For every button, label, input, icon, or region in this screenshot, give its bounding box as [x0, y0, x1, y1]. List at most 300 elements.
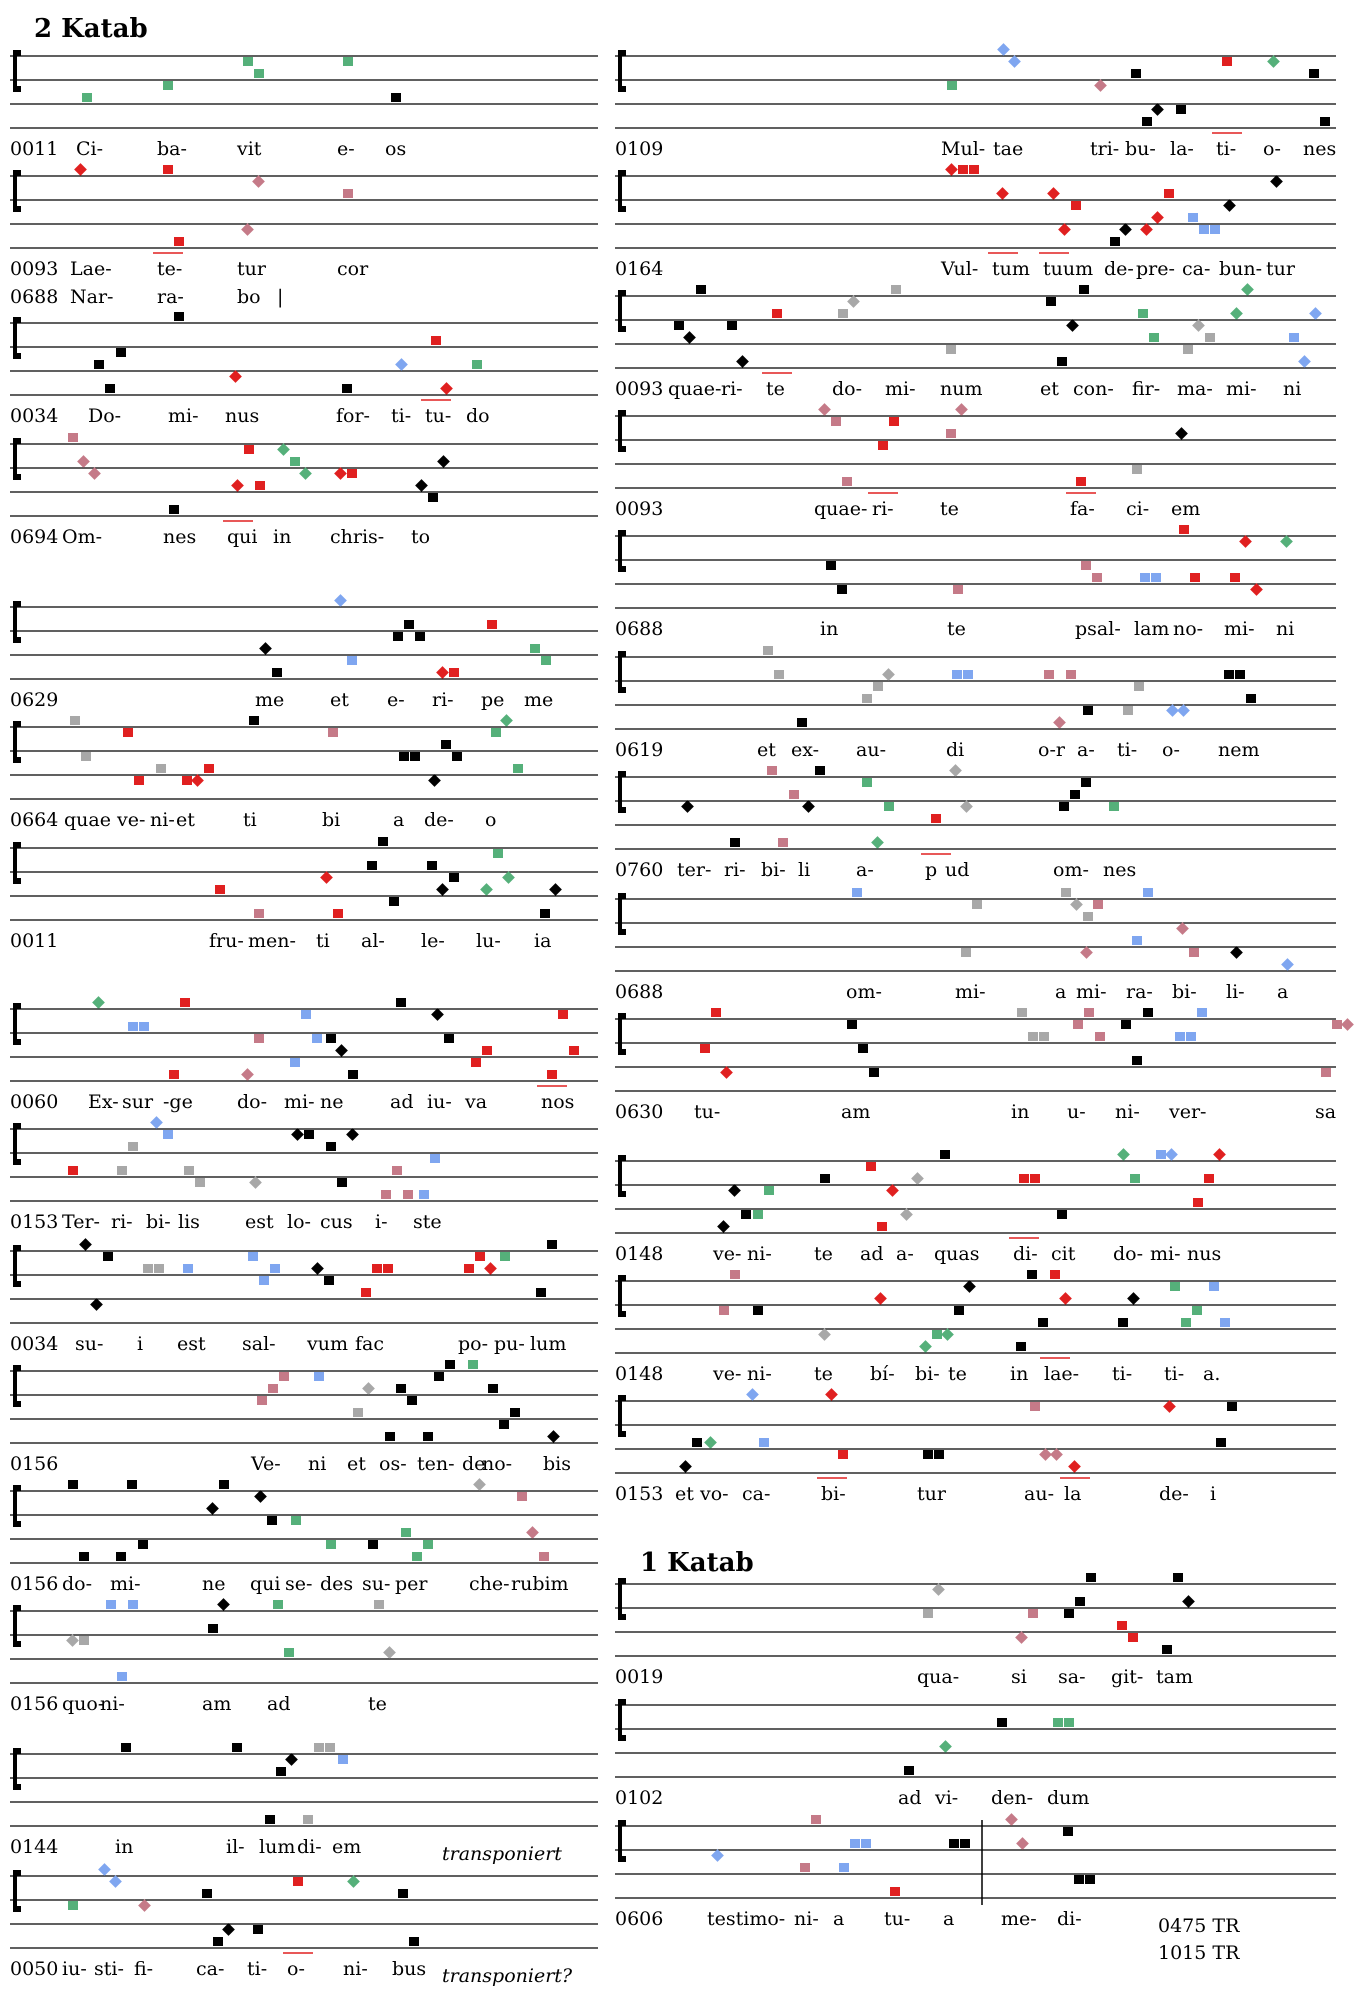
neume-rhombus: [299, 467, 312, 480]
neume-punctum: [163, 165, 173, 174]
syllable: om-: [846, 981, 882, 1003]
neume-rhombus: [825, 1388, 838, 1401]
neume-punctum: [1220, 1318, 1230, 1327]
syllable: Ve-: [251, 1453, 281, 1475]
syllable: mi-: [168, 405, 199, 427]
syllable: de-: [424, 809, 454, 831]
syllable: em: [332, 1836, 362, 1858]
chant-number: 0011: [10, 930, 59, 952]
neume-punctum: [128, 1142, 138, 1151]
neume-punctum: [904, 1766, 914, 1775]
syllable: lis: [178, 1211, 200, 1233]
neume-punctum: [163, 81, 173, 90]
syllable: te: [947, 618, 966, 640]
syllable: do-: [62, 1573, 93, 1595]
neume-punctum: [1083, 706, 1093, 715]
neume-punctum: [1053, 1718, 1063, 1727]
neume-punctum: [412, 1552, 422, 1561]
syllable: tae: [993, 138, 1024, 160]
neume-punctum: [1019, 1174, 1029, 1183]
neume-rhombus: [1151, 211, 1164, 224]
syllable: ni-: [343, 1958, 368, 1980]
neume-punctum: [1057, 357, 1067, 366]
neume-rhombus: [818, 403, 831, 416]
syllable: bi-: [146, 1211, 171, 1233]
neume-punctum: [423, 1540, 433, 1549]
neume-punctum: [1190, 573, 1200, 582]
neume-rhombus: [231, 479, 244, 492]
neume-punctum: [121, 1743, 131, 1752]
syllable: ti: [316, 930, 330, 952]
neume-punctum: [952, 670, 962, 679]
neume-punctum: [182, 776, 192, 785]
neume-punctum: [1227, 1402, 1237, 1411]
neume-punctum: [1149, 333, 1159, 342]
neume-punctum: [958, 165, 968, 174]
syllable: sa: [1315, 1101, 1337, 1123]
syllable: con-: [1073, 378, 1114, 400]
neume-punctum: [932, 1330, 942, 1339]
syllable: lam: [1134, 618, 1170, 640]
neume-rhombus: [711, 1849, 724, 1862]
syllable: bi: [322, 809, 341, 831]
neume-rhombus: [900, 1208, 913, 1221]
syllable: testimo-: [707, 1908, 786, 1930]
syllable: et: [1040, 378, 1059, 400]
neume-rhombus: [1182, 1595, 1195, 1608]
neume-punctum: [396, 998, 406, 1007]
syllable: me: [524, 689, 554, 711]
neume-rhombus: [335, 1044, 348, 1057]
neume-punctum: [1156, 1150, 1166, 1159]
neume-punctum: [1110, 237, 1120, 246]
syllable: di-: [1013, 1243, 1038, 1265]
syllable: ad: [860, 1243, 884, 1265]
syllable: ni-: [747, 1243, 772, 1265]
neume-punctum: [1121, 1020, 1131, 1029]
neume-punctum: [1181, 1318, 1191, 1327]
syllable: in: [820, 618, 839, 640]
neume-punctum: [195, 1178, 205, 1187]
neume-punctum: [1224, 670, 1234, 679]
neume-punctum: [374, 1600, 384, 1609]
syllable: su-: [362, 1573, 391, 1595]
neume-punctum: [276, 1767, 286, 1776]
neume-punctum: [301, 1010, 311, 1019]
syllable: bis: [543, 1453, 571, 1475]
neume-punctum: [265, 1815, 275, 1824]
syllable: ten-: [417, 1453, 455, 1475]
chant-number: 0034: [10, 1333, 59, 1355]
syllable: os-: [379, 1453, 407, 1475]
neume-rhombus: [1341, 1018, 1354, 1031]
chant-number: 0148: [615, 1243, 664, 1265]
neume-punctum: [1044, 670, 1054, 679]
neume-punctum: [753, 1210, 763, 1219]
neume-rhombus: [683, 331, 696, 344]
syllable: e-: [387, 689, 405, 711]
syllable: et: [330, 689, 349, 711]
neume-punctum: [778, 838, 788, 847]
syllable: no-: [482, 1453, 513, 1475]
neume-rhombus: [252, 175, 265, 188]
neume-punctum: [997, 1718, 1007, 1727]
syllable: de-: [1159, 1483, 1189, 1505]
syllable: mi-: [110, 1573, 141, 1595]
neume-punctum: [169, 505, 179, 514]
neume-punctum: [891, 285, 901, 294]
neume-rhombus: [1241, 283, 1254, 296]
neume-rhombus: [1230, 946, 1243, 959]
chant-number: 0688: [615, 618, 664, 640]
syllable: Do-: [88, 405, 122, 427]
neume-rhombus: [1230, 307, 1243, 320]
neume-punctum: [423, 1432, 433, 1441]
syllable: va: [465, 1091, 488, 1113]
syllable: te: [766, 378, 785, 400]
neume-punctum: [1028, 1609, 1038, 1618]
neume-punctum: [134, 776, 144, 785]
syllable: ud: [945, 859, 970, 881]
neume-punctum: [314, 1743, 324, 1752]
neume-punctum: [312, 1034, 322, 1043]
syllable: te: [814, 1363, 833, 1385]
neume-punctum: [1118, 1318, 1128, 1327]
neume-punctum: [303, 1815, 313, 1824]
neume-punctum: [923, 1609, 933, 1618]
neume-rhombus: [1166, 704, 1179, 717]
syllable: iu-: [427, 1091, 452, 1113]
neume-rhombus: [1267, 55, 1280, 68]
syllable: ad: [390, 1091, 414, 1113]
neume-punctum: [342, 384, 352, 393]
neume-punctum: [541, 656, 551, 665]
syllable: ba-: [157, 138, 187, 160]
neume-rhombus: [500, 714, 513, 727]
neume-rhombus: [191, 774, 204, 787]
neume-punctum: [117, 1672, 127, 1681]
neume-punctum: [154, 1264, 164, 1273]
chant-number: 0664: [10, 809, 59, 831]
syllable: ti-: [1112, 1363, 1133, 1385]
neume-punctum: [869, 1068, 879, 1077]
syllable: me: [255, 689, 285, 711]
syllable: di-: [1057, 1908, 1082, 1930]
syllable: nos: [541, 1091, 575, 1113]
neume-rhombus: [415, 479, 428, 492]
neume-punctum: [290, 1058, 300, 1067]
neume-punctum: [727, 321, 737, 330]
neume-rhombus: [1281, 958, 1294, 971]
neume-rhombus: [98, 1863, 111, 1876]
syllable: lum: [530, 1333, 567, 1355]
neume-punctum: [1064, 1718, 1074, 1727]
chant-number: 0060: [10, 1091, 59, 1113]
syllable: ve-: [713, 1363, 742, 1385]
syllable: fir-: [1132, 378, 1161, 400]
syllable: Lae-: [70, 258, 112, 280]
syllable: ni-: [747, 1363, 772, 1385]
syllable: o-r: [1038, 739, 1065, 761]
syllable: o: [485, 809, 497, 831]
chant-number: 0606: [615, 1908, 664, 1930]
neume-punctum: [1130, 1174, 1140, 1183]
syllable: qui: [250, 1573, 281, 1595]
syllable: ter-: [677, 859, 712, 881]
syllable: ne: [320, 1091, 344, 1113]
neume-punctum: [759, 1438, 769, 1447]
neume-punctum: [452, 752, 462, 761]
chant-number: 0093: [615, 378, 664, 400]
neume-punctum: [878, 441, 888, 450]
neume-punctum: [1061, 888, 1071, 897]
neume-punctum: [1230, 573, 1240, 582]
neume-punctum: [430, 1154, 440, 1163]
neume-punctum: [324, 1276, 334, 1285]
neume-rhombus: [436, 883, 449, 896]
neume-rhombus: [277, 443, 290, 456]
neume-punctum: [947, 81, 957, 90]
neume-rhombus: [1059, 1292, 1072, 1305]
neume-rhombus: [1080, 946, 1093, 959]
neume-punctum: [1030, 1174, 1040, 1183]
syllable: mi-: [1224, 618, 1255, 640]
neume-punctum: [493, 849, 503, 858]
neume-rhombus: [1016, 1837, 1029, 1850]
neume-punctum: [547, 1070, 557, 1079]
neume-rhombus: [746, 1388, 759, 1401]
neume-punctum: [1197, 1008, 1207, 1017]
neume-punctum: [70, 716, 80, 725]
neume-rhombus: [1309, 307, 1322, 320]
neume-rhombus: [1223, 199, 1236, 212]
neume-punctum: [547, 1240, 557, 1249]
neume-rhombus: [720, 1066, 733, 1079]
chant-number: 0688: [615, 981, 664, 1003]
neume-punctum: [838, 309, 848, 318]
neume-punctum: [419, 1190, 429, 1199]
neume-punctum: [337, 1178, 347, 1187]
syllable: a: [943, 1908, 955, 1930]
syllable: sa-: [1058, 1666, 1086, 1688]
chant-number: 0102: [615, 1787, 664, 1809]
neume-punctum: [428, 493, 438, 502]
neume-rhombus: [109, 1875, 122, 1888]
neume-punctum: [954, 1306, 964, 1315]
neume-rhombus: [704, 1436, 717, 1449]
neume-punctum: [444, 1034, 454, 1043]
neume-punctum: [343, 189, 353, 198]
neume-punctum: [1028, 1032, 1038, 1041]
neume-punctum: [464, 1264, 474, 1273]
syllable: quae-: [668, 378, 722, 400]
chant-number: 0019: [615, 1666, 664, 1688]
syllable: do: [466, 405, 490, 427]
neume-rhombus: [285, 1753, 298, 1766]
syllable: i: [137, 1333, 144, 1355]
neume-punctum: [540, 909, 550, 918]
syllable: git-: [1111, 1666, 1144, 1688]
syllable: in: [115, 1836, 134, 1858]
syllable: ti-: [1117, 739, 1138, 761]
syllable: est: [177, 1333, 206, 1355]
syllable: o-: [1263, 138, 1281, 160]
syllable: mi-: [1150, 1243, 1181, 1265]
syllable: mi-: [955, 981, 986, 1003]
syllable: sal-: [242, 1333, 276, 1355]
neume-punctum: [1189, 948, 1199, 957]
syllable: men-: [248, 930, 296, 952]
neume-punctum: [1039, 1032, 1049, 1041]
syllable: ni-: [100, 1693, 125, 1715]
neume-rhombus: [1298, 355, 1311, 368]
syllable: au-: [856, 739, 886, 761]
neume-punctum: [826, 561, 836, 570]
syllable: a: [833, 1908, 845, 1930]
syllable: est: [245, 1211, 274, 1233]
syllable: ni: [308, 1453, 327, 1475]
syllable: ti-: [391, 405, 412, 427]
neume-punctum: [215, 885, 225, 894]
syllable: dum: [1047, 1787, 1090, 1809]
neume-punctum: [953, 585, 963, 594]
neume-punctum: [68, 1901, 78, 1910]
neume-punctum: [326, 1142, 336, 1151]
neume-punctum: [409, 1937, 419, 1946]
syllable: Nar-: [70, 286, 114, 308]
syllable: ve-: [117, 809, 146, 831]
neume-punctum: [852, 888, 862, 897]
neume-punctum: [128, 1600, 138, 1609]
syllable: il-: [226, 1836, 245, 1858]
syllable: vum: [307, 1333, 348, 1355]
neume-punctum: [326, 1034, 336, 1043]
syllable: bu-: [1125, 138, 1156, 160]
neume-punctum: [431, 336, 441, 345]
neume-punctum: [343, 57, 353, 66]
neume-punctum: [763, 646, 773, 655]
syllable: mi-: [885, 378, 916, 400]
neume-punctum: [1216, 1438, 1226, 1447]
neume-punctum: [700, 1044, 710, 1053]
neume-punctum: [68, 1166, 78, 1175]
neume-punctum: [267, 1516, 277, 1525]
syllable: su-: [75, 1333, 104, 1355]
neume-punctum: [1027, 1270, 1037, 1279]
neume-punctum: [961, 948, 971, 957]
syllable: ca-: [1182, 258, 1211, 280]
syllable: se-: [285, 1573, 313, 1595]
neume-punctum: [1199, 225, 1209, 234]
neume-punctum: [674, 321, 684, 330]
syllable: num: [940, 378, 983, 400]
syllable: a.: [1203, 1363, 1221, 1385]
neume-rhombus: [346, 1128, 359, 1141]
neume-punctum: [764, 1186, 774, 1195]
neume-punctum: [127, 1480, 137, 1489]
syllable: ti-: [1216, 138, 1237, 160]
syllable: ad: [267, 1693, 291, 1715]
neume-punctum: [449, 873, 459, 882]
neume-punctum: [163, 1130, 173, 1139]
neume-rhombus: [955, 403, 968, 416]
neume-punctum: [202, 1889, 212, 1898]
syllable: li: [798, 859, 811, 881]
neume-rhombus: [206, 1502, 219, 1515]
neume-punctum: [1076, 477, 1086, 486]
neume-punctum: [1209, 1282, 1219, 1291]
neume-punctum: [491, 728, 501, 737]
syllable: pu-: [494, 1333, 525, 1355]
neume-punctum: [719, 1306, 729, 1315]
neume-punctum: [789, 790, 799, 799]
neume-punctum: [391, 93, 401, 102]
neume-punctum: [208, 1624, 218, 1633]
syllable: cus: [320, 1211, 353, 1233]
neume-punctum: [404, 620, 414, 629]
syllable: tu-: [425, 405, 452, 427]
neume-punctum: [1143, 888, 1153, 897]
syllable: a-: [1077, 739, 1095, 761]
neume-punctum: [291, 1516, 301, 1525]
neume-punctum: [1066, 670, 1076, 679]
syllable: al-: [361, 930, 385, 952]
chant-number: 0629: [10, 689, 59, 711]
neume-rhombus: [92, 996, 105, 1009]
neume-punctum: [139, 1022, 149, 1031]
neume-punctum: [889, 417, 899, 426]
neume-punctum: [82, 93, 92, 102]
neume-punctum: [304, 1130, 314, 1139]
syllable: mi-: [1076, 981, 1107, 1003]
neume-punctum: [1059, 802, 1069, 811]
syllable: te: [814, 1243, 833, 1265]
syllable: ti: [243, 809, 257, 831]
neume-punctum: [839, 1863, 849, 1872]
neume-rhombus: [1151, 103, 1164, 116]
syllable: ni-: [794, 1908, 819, 1930]
neume-rhombus: [90, 1298, 103, 1311]
syllable: Ter-: [62, 1211, 100, 1233]
neume-punctum: [326, 1540, 336, 1549]
neume-punctum: [1320, 117, 1330, 126]
neume-rhombus: [217, 1598, 230, 1611]
syllable: bun-: [1219, 258, 1263, 280]
syllable: Ex-: [88, 1091, 119, 1113]
syllable: mi-: [284, 1091, 315, 1113]
chant-number: 0148: [615, 1363, 664, 1385]
neume-rhombus: [1039, 1448, 1052, 1461]
chant-number: 0109: [615, 138, 664, 160]
neume-punctum: [838, 1450, 848, 1459]
neume-punctum: [1081, 778, 1091, 787]
chant-number: 0153: [615, 1483, 664, 1505]
syllable: au-: [1024, 1483, 1054, 1505]
neume-punctum: [1142, 117, 1152, 126]
neume-punctum: [1085, 1875, 1095, 1884]
neume-rhombus: [437, 455, 450, 468]
neume-punctum: [1173, 1573, 1183, 1582]
syllable: la-: [1170, 138, 1194, 160]
section-heading-right: 1 Katab: [640, 1548, 754, 1578]
neume-punctum: [399, 752, 409, 761]
neume-punctum: [333, 909, 343, 918]
syllable: ca-: [196, 1958, 225, 1980]
neume-rhombus: [74, 163, 87, 176]
syllable: te: [368, 1693, 387, 1715]
syllable: om-: [1053, 859, 1089, 881]
neume-punctum: [1017, 1008, 1027, 1017]
